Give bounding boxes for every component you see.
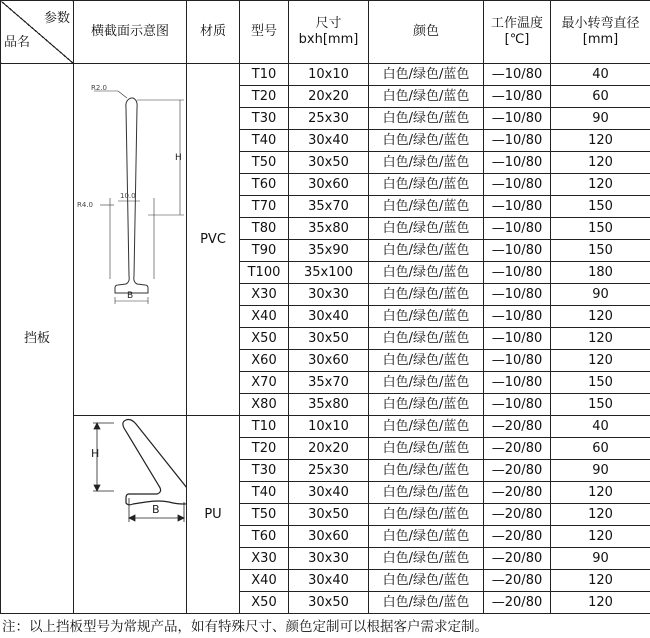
size-cell: 35x70	[289, 372, 369, 394]
model-cell: T60	[240, 526, 289, 548]
pvc-sketch-cell	[74, 64, 187, 416]
size-cell: 30x40	[289, 130, 369, 152]
color-cell: 白色/绿色/蓝色	[369, 394, 484, 416]
size-cell: 30x30	[289, 284, 369, 306]
model-header: 型号	[240, 1, 289, 64]
pvc-label-b: B	[127, 291, 134, 301]
pvc-label-width: 10.0	[120, 192, 136, 200]
temp-cell: —20/80	[484, 570, 551, 592]
temp-cell: —20/80	[484, 460, 551, 482]
material-header: 材质	[187, 1, 240, 64]
model-cell: T20	[240, 438, 289, 460]
model-cell: X40	[240, 570, 289, 592]
size-cell: 10x10	[289, 64, 369, 86]
model-cell: T20	[240, 86, 289, 108]
radius-cell: 120	[551, 482, 650, 504]
model-cell: T60	[240, 174, 289, 196]
size-cell: 30x30	[289, 548, 369, 570]
model-cell: T50	[240, 152, 289, 174]
size-cell: 30x60	[289, 526, 369, 548]
color-cell: 白色/绿色/蓝色	[369, 570, 484, 592]
temp-cell: —10/80	[484, 108, 551, 130]
color-cell: 白色/绿色/蓝色	[369, 548, 484, 570]
radius-cell: 120	[551, 130, 650, 152]
radius-cell: 40	[551, 64, 650, 86]
sketch-header: 横截面示意图	[74, 1, 187, 64]
radius-cell: 90	[551, 460, 650, 482]
radius-cell: 120	[551, 306, 650, 328]
temp-cell: —10/80	[484, 174, 551, 196]
corner-name-label: 品名	[4, 35, 31, 50]
model-cell: X30	[240, 548, 289, 570]
size-cell: 20x20	[289, 438, 369, 460]
color-cell: 白色/绿色/蓝色	[369, 262, 484, 284]
radius-cell: 120	[551, 328, 650, 350]
material-cell: PVC	[187, 64, 240, 416]
product-name-cell: 挡板	[1, 64, 74, 614]
size-cell: 10x10	[289, 416, 369, 438]
radius-cell: 180	[551, 262, 650, 284]
temp-cell: —10/80	[484, 86, 551, 108]
size-cell: 30x50	[289, 152, 369, 174]
size-cell: 35x80	[289, 218, 369, 240]
color-cell: 白色/绿色/蓝色	[369, 592, 484, 614]
table-row	[1, 416, 650, 438]
size-cell: 25x30	[289, 460, 369, 482]
color-cell: 白色/绿色/蓝色	[369, 372, 484, 394]
temp-cell: —10/80	[484, 240, 551, 262]
model-cell: T30	[240, 108, 289, 130]
radius-cell: 90	[551, 108, 650, 130]
model-cell: T10	[240, 416, 289, 438]
temp-cell: —10/80	[484, 284, 551, 306]
radius-cell: 120	[551, 526, 650, 548]
color-cell: 白色/绿色/蓝色	[369, 460, 484, 482]
table-row	[1, 64, 650, 86]
model-cell: X70	[240, 372, 289, 394]
color-cell: 白色/绿色/蓝色	[369, 328, 484, 350]
pu-sketch-cell	[74, 416, 187, 614]
temp-header-line2: [℃]	[504, 32, 530, 47]
size-cell: 30x50	[289, 328, 369, 350]
size-header	[289, 1, 369, 64]
pvc-cross-section-drawing	[74, 64, 187, 416]
corner-param-label: 参数	[43, 11, 70, 26]
model-cell: T10	[240, 64, 289, 86]
temp-cell: —10/80	[484, 262, 551, 284]
model-cell: X80	[240, 394, 289, 416]
radius-header-line1: 最小转弯直径	[561, 16, 640, 31]
size-cell: 35x80	[289, 394, 369, 416]
radius-cell: 120	[551, 350, 650, 372]
radius-cell: 150	[551, 218, 650, 240]
footnote: 注：以上挡板型号为常规产品，如有特殊尺寸、颜色定制可以根据客户需求定制。	[2, 619, 488, 635]
size-cell: 30x50	[289, 592, 369, 614]
temp-cell: —10/80	[484, 152, 551, 174]
radius-cell: 120	[551, 592, 650, 614]
temp-header-line1: 工作温度	[490, 16, 543, 31]
model-cell: T80	[240, 218, 289, 240]
model-cell: X50	[240, 592, 289, 614]
size-cell: 20x20	[289, 86, 369, 108]
radius-cell: 90	[551, 548, 650, 570]
temp-cell: —20/80	[484, 482, 551, 504]
corner-header	[1, 1, 74, 64]
color-header: 颜色	[369, 1, 484, 64]
radius-cell: 120	[551, 152, 650, 174]
color-cell: 白色/绿色/蓝色	[369, 64, 484, 86]
pu-label-h: H	[91, 447, 100, 460]
temp-header	[484, 1, 551, 64]
model-cell: T100	[240, 262, 289, 284]
model-cell: X50	[240, 328, 289, 350]
radius-cell: 150	[551, 394, 650, 416]
temp-cell: —10/80	[484, 350, 551, 372]
radius-cell: 90	[551, 284, 650, 306]
size-cell: 35x70	[289, 196, 369, 218]
radius-cell: 40	[551, 416, 650, 438]
radius-cell: 120	[551, 504, 650, 526]
color-cell: 白色/绿色/蓝色	[369, 152, 484, 174]
color-cell: 白色/绿色/蓝色	[369, 174, 484, 196]
temp-cell: —10/80	[484, 130, 551, 152]
color-cell: 白色/绿色/蓝色	[369, 240, 484, 262]
color-cell: 白色/绿色/蓝色	[369, 438, 484, 460]
pvc-label-r-bottom: R4.0	[77, 201, 93, 209]
temp-cell: —20/80	[484, 548, 551, 570]
radius-cell: 150	[551, 372, 650, 394]
temp-cell: —20/80	[484, 592, 551, 614]
model-cell: X30	[240, 284, 289, 306]
model-cell: X40	[240, 306, 289, 328]
size-cell: 35x100	[289, 262, 369, 284]
size-cell: 30x50	[289, 504, 369, 526]
pu-cross-section-drawing	[74, 416, 187, 614]
radius-cell: 150	[551, 196, 650, 218]
model-cell: T70	[240, 196, 289, 218]
size-cell: 30x40	[289, 570, 369, 592]
temp-cell: —10/80	[484, 394, 551, 416]
temp-cell: —20/80	[484, 526, 551, 548]
temp-cell: —10/80	[484, 218, 551, 240]
color-cell: 白色/绿色/蓝色	[369, 218, 484, 240]
radius-cell: 150	[551, 240, 650, 262]
temp-cell: —10/80	[484, 306, 551, 328]
color-cell: 白色/绿色/蓝色	[369, 482, 484, 504]
temp-cell: —10/80	[484, 328, 551, 350]
color-cell: 白色/绿色/蓝色	[369, 526, 484, 548]
size-cell: 30x40	[289, 306, 369, 328]
model-cell: T40	[240, 130, 289, 152]
model-cell: T30	[240, 460, 289, 482]
temp-cell: —20/80	[484, 504, 551, 526]
color-cell: 白色/绿色/蓝色	[369, 504, 484, 526]
radius-cell: 60	[551, 438, 650, 460]
radius-cell: 120	[551, 570, 650, 592]
model-cell: T90	[240, 240, 289, 262]
size-cell: 25x30	[289, 108, 369, 130]
color-cell: 白色/绿色/蓝色	[369, 196, 484, 218]
pu-label-b: B	[152, 503, 160, 516]
size-header-line1: 尺寸	[315, 16, 342, 31]
color-cell: 白色/绿色/蓝色	[369, 130, 484, 152]
temp-cell: —10/80	[484, 64, 551, 86]
radius-header-line2: [mm]	[582, 32, 619, 47]
material-cell: PU	[187, 416, 240, 614]
temp-cell: —20/80	[484, 438, 551, 460]
size-cell: 35x90	[289, 240, 369, 262]
temp-cell: —10/80	[484, 196, 551, 218]
table-body	[1, 64, 650, 614]
size-header-line2: bxh[mm]	[298, 32, 359, 47]
size-cell: 30x40	[289, 482, 369, 504]
model-cell: T50	[240, 504, 289, 526]
color-cell: 白色/绿色/蓝色	[369, 350, 484, 372]
color-cell: 白色/绿色/蓝色	[369, 86, 484, 108]
color-cell: 白色/绿色/蓝色	[369, 108, 484, 130]
color-cell: 白色/绿色/蓝色	[369, 284, 484, 306]
model-cell: T40	[240, 482, 289, 504]
size-cell: 30x60	[289, 174, 369, 196]
color-cell: 白色/绿色/蓝色	[369, 416, 484, 438]
header-row	[1, 1, 650, 64]
radius-header	[551, 1, 650, 64]
temp-cell: —20/80	[484, 416, 551, 438]
pvc-label-r-top: R2.0	[91, 84, 107, 92]
radius-cell: 60	[551, 86, 650, 108]
model-cell: X60	[240, 350, 289, 372]
radius-cell: 120	[551, 174, 650, 196]
pvc-label-h: H	[175, 153, 182, 163]
temp-cell: —10/80	[484, 372, 551, 394]
size-cell: 30x60	[289, 350, 369, 372]
color-cell: 白色/绿色/蓝色	[369, 306, 484, 328]
